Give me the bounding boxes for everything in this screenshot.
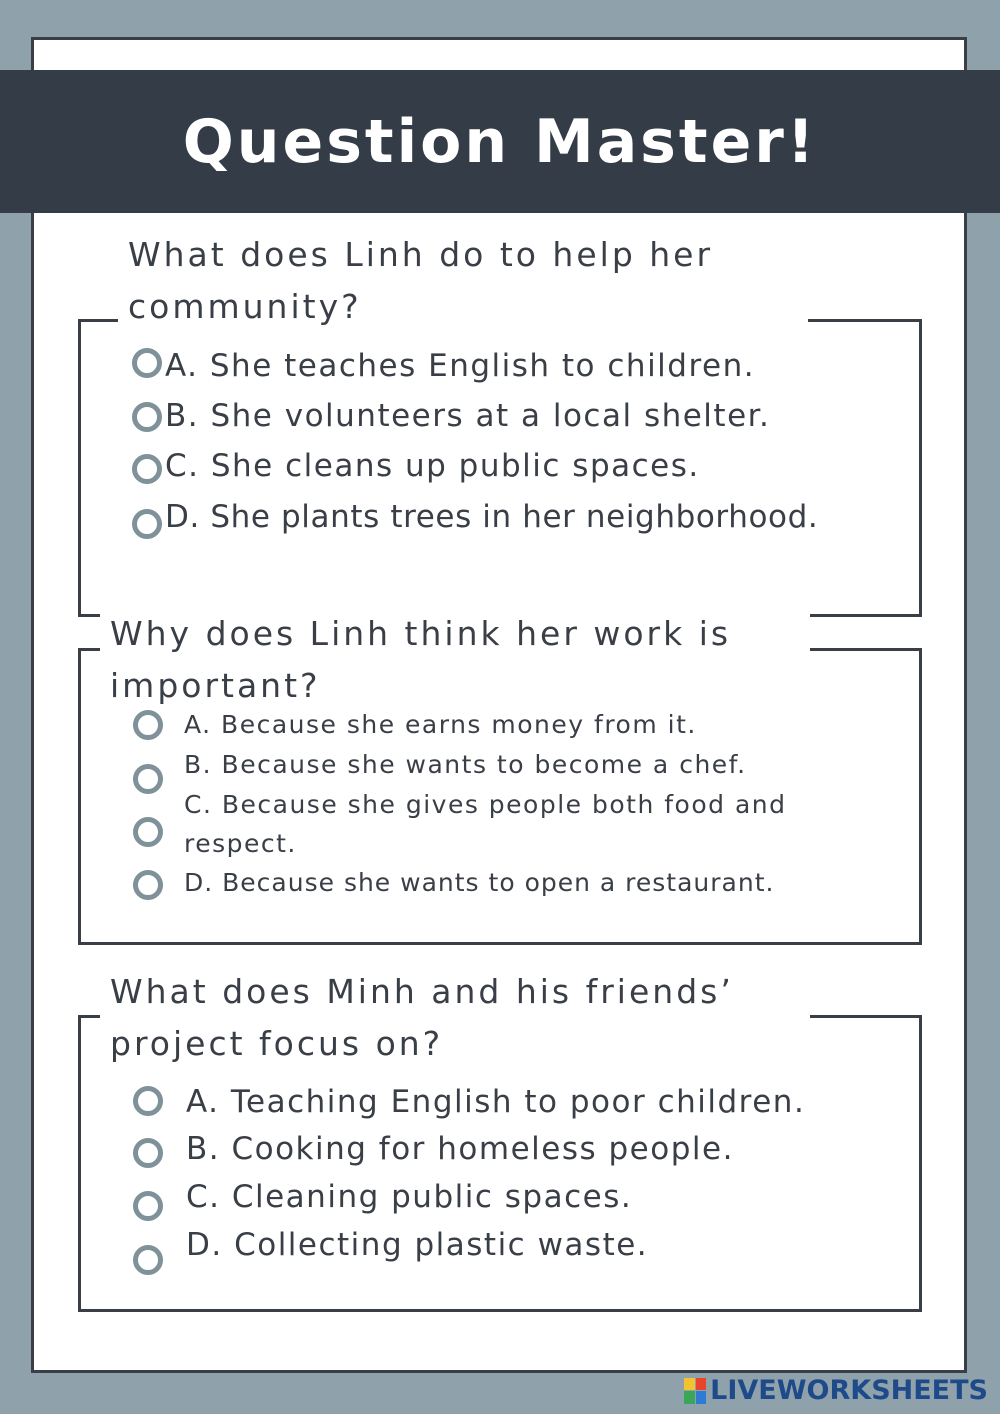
radio-q3-c[interactable] xyxy=(133,1191,163,1221)
option-q1-d-label: D. She plants trees in her neighborhood. xyxy=(165,499,819,535)
radio-q3-b[interactable] xyxy=(133,1138,163,1168)
option-q2-c-label: C. Because she gives people both food and xyxy=(184,789,787,819)
option-q1-c[interactable] xyxy=(165,444,700,488)
question-1-line-1: What does Linh do to help her xyxy=(128,235,714,274)
radio-q3-a[interactable] xyxy=(133,1086,163,1116)
option-q3-a-label: A. Teaching English to poor children. xyxy=(186,1084,806,1120)
title-banner xyxy=(0,70,1000,213)
option-q3-a[interactable] xyxy=(186,1080,805,1124)
radio-q1-d[interactable] xyxy=(132,509,162,539)
question-1-line-2: community? xyxy=(128,287,362,326)
liveworksheets-watermark[interactable] xyxy=(684,1375,988,1406)
option-q2-d-label: D. Because she wants to open a restaurant. xyxy=(184,867,775,897)
radio-q2-a[interactable] xyxy=(133,710,163,740)
option-q1-b[interactable] xyxy=(165,394,770,438)
question-3-line-1: What does Minh and his friends’ xyxy=(110,972,734,1011)
option-q2-c-label-line-2: respect. xyxy=(184,828,297,858)
option-q1-c-label: C. She cleans up public spaces. xyxy=(165,448,700,484)
option-q2-d[interactable] xyxy=(184,863,774,901)
option-q2-a-label: A. Because she earns money from it. xyxy=(184,709,697,739)
option-q2-c-continued xyxy=(184,824,297,862)
option-q3-d-label: D. Collecting plastic waste. xyxy=(186,1227,649,1263)
radio-q2-d[interactable] xyxy=(133,870,163,900)
option-q2-b[interactable] xyxy=(184,745,747,783)
question-2-line-1: Why does Linh think her work is xyxy=(110,614,732,653)
option-q2-a[interactable] xyxy=(184,705,697,743)
radio-q2-b[interactable] xyxy=(133,764,163,794)
question-3-line-2: project focus on? xyxy=(110,1024,444,1063)
option-q1-d[interactable] xyxy=(165,495,818,539)
option-q3-c-label: C. Cleaning public spaces. xyxy=(186,1179,633,1215)
liveworksheets-logo-icon xyxy=(684,1378,706,1404)
question-3-text xyxy=(100,966,810,1070)
option-q3-c[interactable] xyxy=(186,1175,632,1219)
option-q3-b-label: B. Cooking for homeless people. xyxy=(186,1131,734,1167)
radio-q2-c[interactable] xyxy=(133,817,163,847)
radio-q1-a[interactable] xyxy=(132,348,162,378)
radio-q1-c[interactable] xyxy=(132,454,162,484)
option-q1-a-label: A. She teaches English to children. xyxy=(165,348,756,384)
option-q2-b-label: B. Because she wants to become a chef. xyxy=(184,749,747,779)
radio-q1-b[interactable] xyxy=(132,402,162,432)
option-q3-d[interactable] xyxy=(186,1223,648,1267)
question-1-text xyxy=(118,229,808,333)
option-q2-c[interactable] xyxy=(184,785,787,823)
radio-q3-d[interactable] xyxy=(133,1245,163,1275)
option-q1-b-label: B. She volunteers at a local shelter. xyxy=(165,398,771,434)
watermark-text: LIVEWORKSHEETS xyxy=(710,1375,988,1406)
option-q1-a[interactable] xyxy=(165,344,755,388)
question-2-line-2: important? xyxy=(110,666,321,705)
question-2-text xyxy=(100,608,810,712)
option-q3-b[interactable] xyxy=(186,1127,734,1171)
page-title: Question Master! xyxy=(182,106,818,177)
